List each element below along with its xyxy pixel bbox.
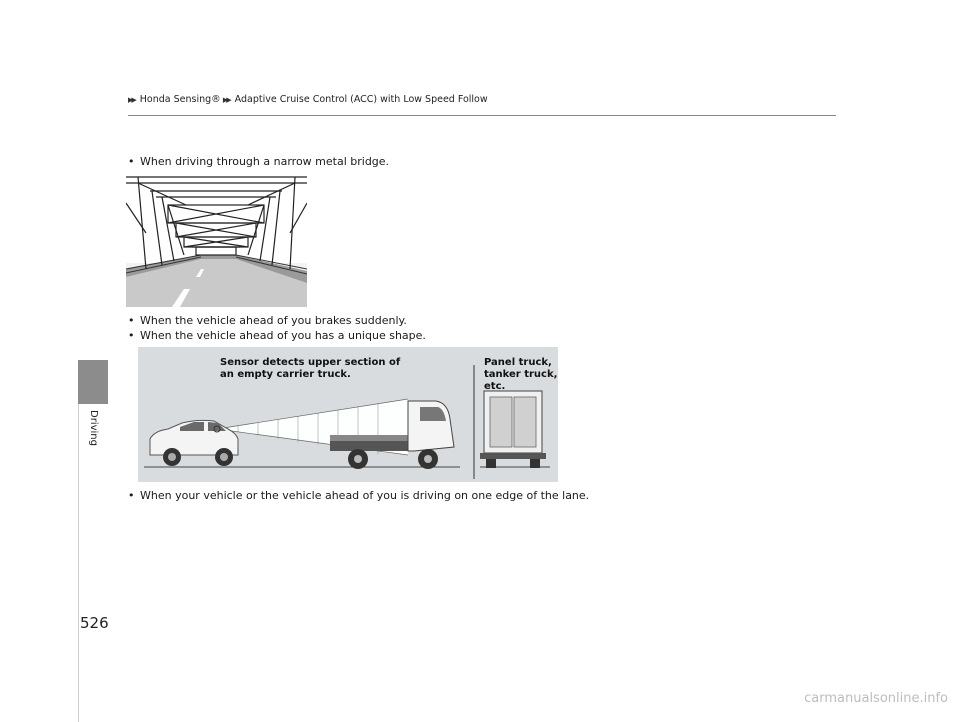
header-rule <box>128 115 836 116</box>
breadcrumb-page[interactable]: Adaptive Cruise Control (ACC) with Low Speed Follow <box>234 94 488 105</box>
chapter-tab-block <box>78 360 108 404</box>
bullet-text: When the vehicle ahead of you brakes suddenly. <box>140 314 407 327</box>
chapter-tab-line <box>78 404 79 722</box>
breadcrumb <box>128 94 488 105</box>
chapter-label: Driving <box>88 410 99 446</box>
unique-shape-diagram <box>138 347 558 482</box>
bullet-text: When your vehicle or the vehicle ahead of you is driving on one edge of the lane. <box>140 489 590 502</box>
bullet-item: • When your vehicle or the vehicle ahead of you is driving on one edge of the lane. <box>128 489 590 502</box>
breadcrumb-arrow-icon: ▶▶ <box>222 95 230 104</box>
bullet-item: • When the vehicle ahead of you has a unique shape. <box>128 329 426 342</box>
breadcrumb-arrow-icon: ▶▶ <box>128 95 135 104</box>
metal-bridge-illustration <box>126 173 307 307</box>
panel-truck-rear <box>480 391 546 468</box>
bullet-text: When driving through a narrow metal bridge. <box>140 155 390 168</box>
bullet-item: • When the vehicle ahead of you brakes suddenly. <box>128 314 407 327</box>
sensor-detects-label: Sensor detects upper section of an empty carrier truck. <box>220 357 401 380</box>
panel-truck-label: Panel truck, tanker truck, etc. <box>484 357 558 392</box>
breadcrumb-section[interactable]: Honda Sensing® <box>139 94 221 105</box>
bullet-item: • When driving through a narrow metal bridge. <box>128 155 390 168</box>
watermark: carmanualsonline.info <box>804 691 948 706</box>
page-number: 526 <box>80 614 109 632</box>
bullet-text: When the vehicle ahead of you has a unique shape. <box>140 329 426 342</box>
